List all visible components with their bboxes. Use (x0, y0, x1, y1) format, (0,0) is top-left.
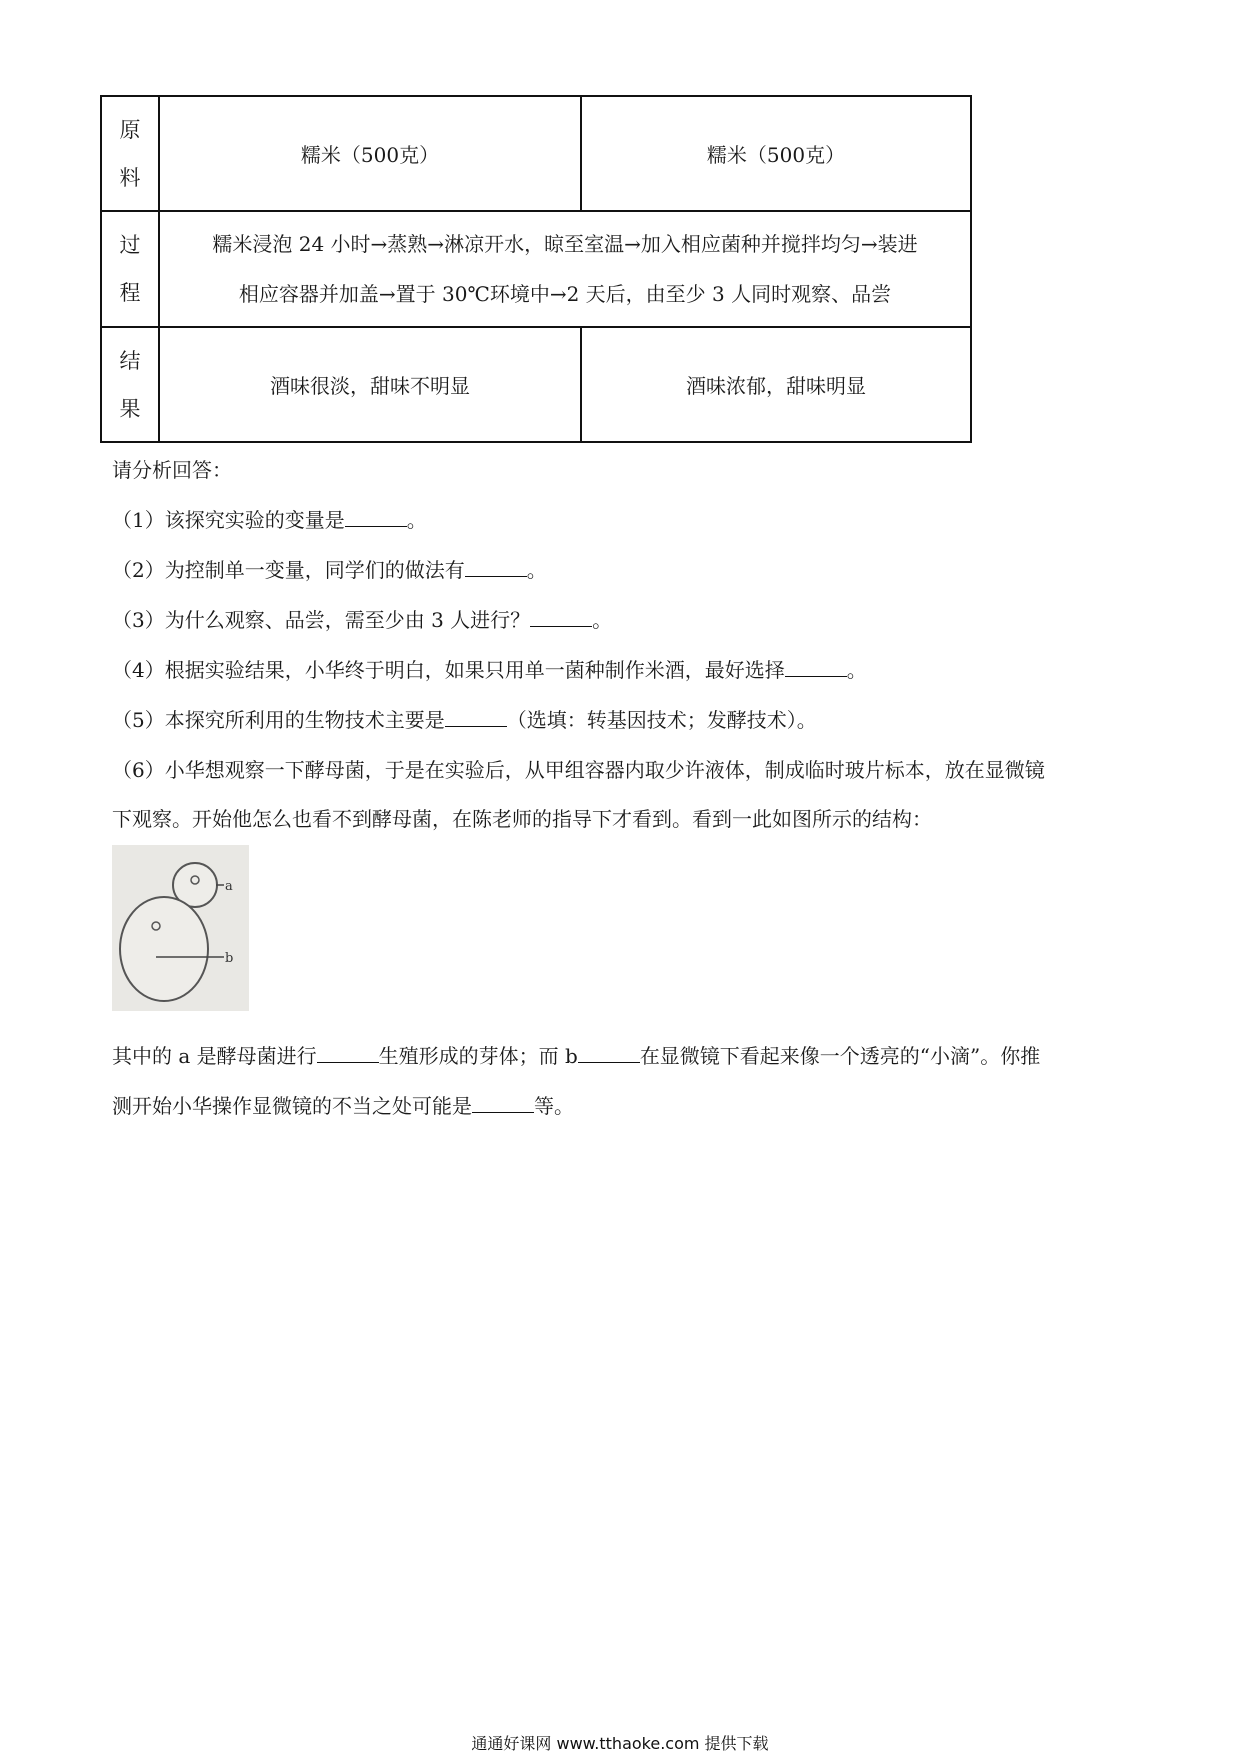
answer-blank[interactable] (445, 708, 507, 727)
intro-text: 请分析回答： (112, 458, 232, 482)
row-header-char: 结 (119, 348, 141, 373)
result-cell-group-a: 酒味很淡，甜味不明显 (159, 327, 581, 442)
question-text: （5）本探究所利用的生物技术主要是 (112, 708, 445, 732)
answer-blank[interactable] (578, 1044, 640, 1063)
question-text: 。 (846, 658, 867, 682)
followup-text: 生殖形成的芽体；而 b (378, 1044, 578, 1068)
row-header-char: 过 (119, 233, 141, 257)
process-line: 糯米浸泡 24 小时→蒸熟→淋凉开水，晾至室温→加入相应菌种并搅拌均匀→装进 (212, 232, 918, 256)
followup-line-1 (112, 1040, 1040, 1069)
parent-cell (120, 897, 208, 1001)
question-2 (112, 554, 547, 583)
process-cell (159, 211, 971, 327)
row-header-process (101, 211, 159, 327)
answer-blank[interactable] (785, 658, 847, 677)
answer-blank[interactable] (465, 558, 527, 577)
yeast-budding-figure (112, 845, 249, 1011)
followup-text: 测开始小华操作显微镜的不当之处可能是 (112, 1094, 472, 1118)
table-row-material (101, 96, 971, 211)
table-row-result (101, 327, 971, 442)
row-header-char: 原 (119, 117, 141, 142)
row-header-result (101, 327, 159, 442)
question-4 (112, 654, 867, 683)
row-header-material (101, 96, 159, 211)
answer-blank[interactable] (317, 1044, 379, 1063)
question-text: （4）根据实验结果，小华终于明白，如果只用单一菌种制作米酒，最好选择 (112, 658, 785, 682)
yeast-cell-illustration (112, 845, 249, 1011)
row-header-char: 程 (119, 281, 141, 305)
followup-text: 等。 (534, 1094, 574, 1118)
followup-text: 其中的 a 是酵母菌进行 (112, 1044, 317, 1068)
question-text: （2）为控制单一变量，同学们的做法有 (112, 558, 465, 582)
question-6-line-1: （6）小华想观察一下酵母菌，于是在实验后，从甲组容器内取少许液体，制成临时玻片标本，放在显微镜 (112, 758, 1045, 782)
question-6-line-2: 下观察。开始他怎么也看不到酵母菌，在陈老师的指导下才看到。看到一此如图所示的结构： (112, 807, 932, 831)
answer-blank[interactable] (472, 1094, 534, 1113)
result-cell-group-b: 酒味浓郁，甜味明显 (581, 327, 971, 442)
row-header-char: 料 (119, 165, 141, 190)
label-b: b (225, 951, 234, 966)
question-5 (112, 704, 817, 733)
followup-text: 在显微镜下看起来像一个透亮的“小滴”。你推 (639, 1044, 1041, 1068)
question-1 (112, 504, 427, 533)
question-text: （选填：转基因技术；发酵技术）。 (506, 708, 817, 732)
followup-line-2 (112, 1090, 574, 1119)
experiment-table (100, 95, 972, 443)
row-header-char: 果 (119, 396, 141, 421)
question-3 (112, 604, 612, 633)
table-row-process (101, 211, 971, 327)
answer-blank[interactable] (345, 508, 407, 527)
label-a: a (225, 879, 233, 894)
process-line: 相应容器并加盖→置于 30℃环境中→2 天后，由至少 3 人同时观察、品尝 (238, 282, 892, 306)
material-cell-group-a: 糯米（500克） (159, 96, 581, 211)
question-text: 。 (526, 558, 547, 582)
question-text: （3）为什么观察、品尝，需至少由 3 人进行？ (112, 608, 531, 632)
question-text: 。 (406, 508, 427, 532)
answer-blank[interactable] (530, 608, 592, 627)
page-footer: 通通好课网 www.tthaoke.com 提供下载 (471, 1734, 769, 1753)
question-text: 。 (592, 608, 613, 632)
question-text: （1）该探究实验的变量是 (112, 508, 345, 532)
material-cell-group-b: 糯米（500克） (581, 96, 971, 211)
